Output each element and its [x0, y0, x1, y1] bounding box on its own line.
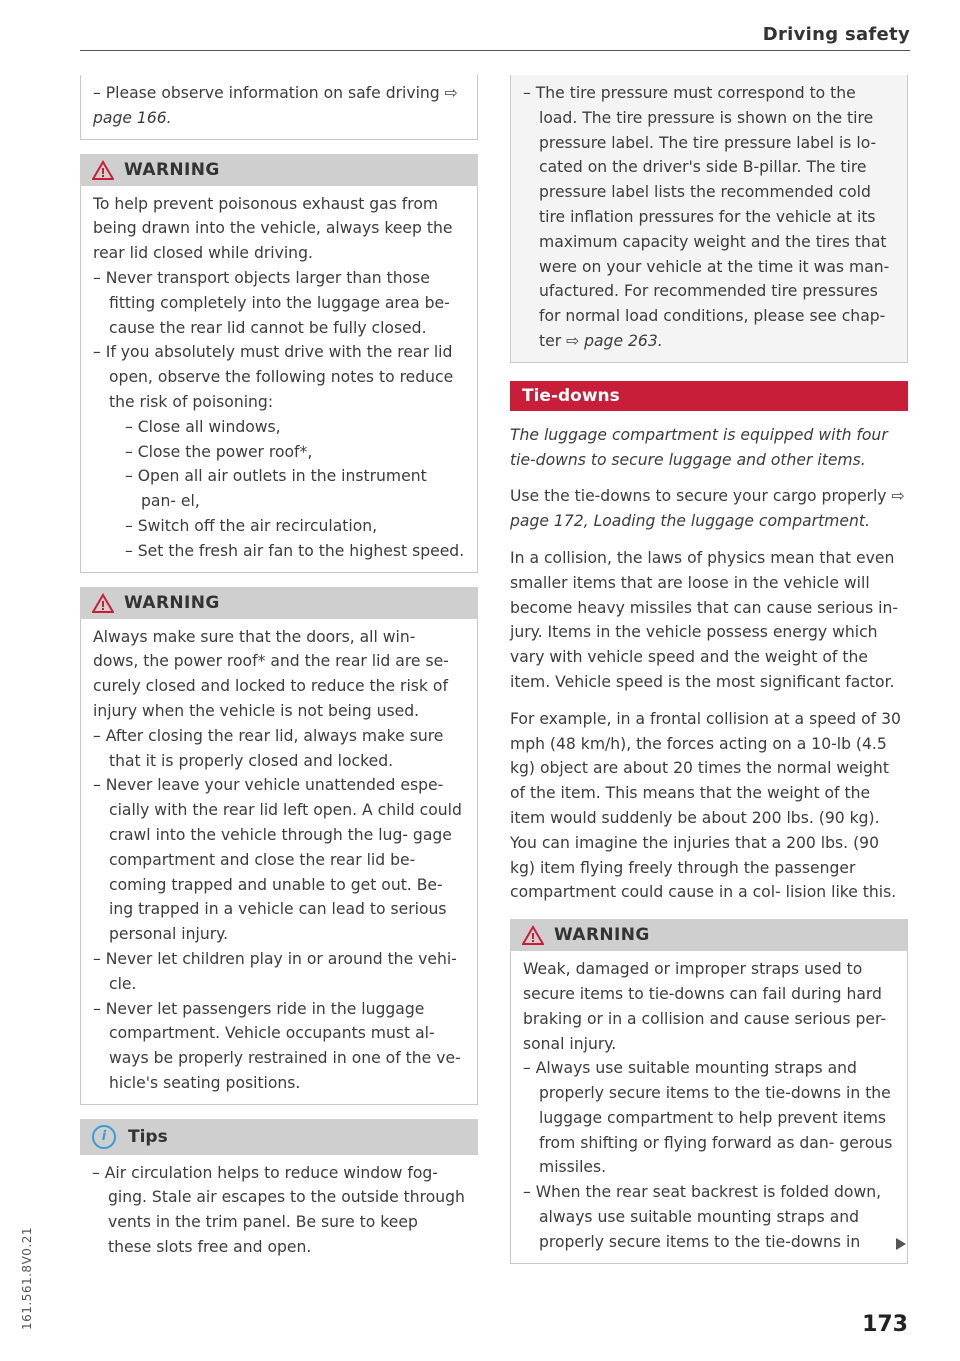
- list-item: – Always use suitable mounting straps and properly secure items to the tie-downs in the luggage compartment to help prevent items from shifting or flying forward as dan- gerous missiles.: [523, 1056, 895, 1180]
- warning-triangle-icon: [92, 160, 114, 180]
- safe-driving-note-text: – Please observe information on safe driving: [93, 84, 445, 102]
- list-item: – Never leave your vehicle unattended espe- cially with the rear lid left open. A child could crawl into the vehicle through the lug- gage compartment and close the rear lid be- coming trapped and unable to get out. Be- ing trapped in a vehicle can lead to serious personal injury.: [93, 773, 465, 947]
- list-item: – Open all air outlets in the instrument pan- el,: [109, 464, 465, 514]
- right-column: [510, 75, 908, 1264]
- warning-heading-2: WARNING: [80, 587, 478, 619]
- list-item: – When the rear seat backrest is folded down, always use suitable mounting straps and properly secure items to the tie-downs in: [523, 1180, 895, 1254]
- info-icon: i: [92, 1125, 116, 1149]
- tie-downs-paragraph: Use the tie-downs to secure your cargo properly: [510, 487, 892, 506]
- list-item: – Never let children play in or around the vehi- cle.: [93, 947, 465, 997]
- tips-box: [80, 1155, 478, 1268]
- tire-pressure-note-text: – The tire pressure must correspond to the load. The tire pressure is shown on the tire pressure label. The tire pressure label is lo- cated on the driver's side B-pillar. The tire pressure label lists the recommended cold tire inflation pressures for the vehicle at its maximum capacity weight and the tires that were on your vehicle at the time it was man- ufactured. For recommended tire pressures for normal load conditions, please see chap- ter: [523, 84, 890, 350]
- section-title-tie-downs: Tie-downs: [510, 381, 908, 411]
- page-263-link[interactable]: ⇨ page 263.: [566, 331, 663, 350]
- safe-driving-note: [80, 75, 478, 140]
- warning-box-1: [80, 186, 478, 573]
- document-code: 161.561.8V0.21: [20, 1227, 34, 1330]
- list-item: – Close all windows,: [109, 415, 465, 440]
- example-paragraph: For example, in a frontal collision at a speed of 30 mph (48 km/h), the forces acting on a 10-lb (4.5 kg) object are about 20 times the normal weight of the item. This means that the weight of the item would suddenly be about 200 lbs. (90 kg). You can imagine the injuries that a 200 lbs. (90 kg) item flying freely through the passenger compartment could cause in a col- lision like this.: [510, 709, 901, 902]
- list-item: – If you absolutely must drive with the rear lid open, observe the following notes to reduce the risk of poisoning: – Close all windows, – Close the power roof*, – Open all air outlets in the instrument pan- el, – Switch off the air recirculation, – Set the fresh air fan to the highest speed.: [93, 340, 465, 563]
- tips-heading: i Tips: [80, 1119, 478, 1155]
- page-number: 173: [862, 1312, 908, 1337]
- warning-2-intro: Always make sure that the doors, all win- dows, the power roof* and the rear lid are se- curely closed and locked to reduce the risk of injury when the vehicle is not being used.: [93, 627, 449, 720]
- list-item: – Air circulation helps to reduce window fog- ging. Stale air escapes to the outside through vents in the trim panel. Be sure to keep these slots free and open.: [92, 1161, 466, 1260]
- warning-3-intro: Weak, damaged or improper straps used to secure items to tie-downs can fail during hard braking or in a collision and cause serious per- sonal injury.: [523, 960, 886, 1053]
- page-166-link[interactable]: ⇨ page 166.: [93, 84, 458, 127]
- page-header-title: Driving safety: [762, 24, 910, 45]
- list-item: – Close the power roof*,: [109, 440, 465, 465]
- header-rule: [80, 50, 910, 51]
- list-item: – Set the fresh air fan to the highest speed.: [109, 539, 465, 564]
- warning-1-intro: To help prevent poisonous exhaust gas from being drawn into the vehicle, always keep the rear lid closed while driving.: [93, 194, 453, 263]
- warning-triangle-icon: [92, 593, 114, 613]
- left-column: [80, 75, 478, 1268]
- warning-box-2: [80, 619, 478, 1105]
- section-lead: The luggage compartment is equipped with four tie-downs to secure luggage and other items.: [510, 425, 888, 469]
- warning-heading-1: WARNING: [80, 154, 478, 186]
- list-item: – Switch off the air recirculation,: [109, 514, 465, 539]
- warning-triangle-icon: [522, 925, 544, 945]
- list-item: – Never transport objects larger than those fitting completely into the luggage area be- cause the rear lid cannot be fully closed.: [93, 266, 465, 340]
- warning-heading-3: WARNING: [510, 919, 908, 951]
- tire-pressure-note: [510, 75, 908, 363]
- page-172-link[interactable]: ⇨ page 172, Loading the luggage compartment.: [510, 487, 905, 531]
- warning-box-3: [510, 951, 908, 1264]
- list-item: – Never let passengers ride in the luggage compartment. Vehicle occupants must al- ways be properly restrained in one of the ve- hicle's seating positions.: [93, 997, 465, 1096]
- collision-paragraph: In a collision, the laws of physics mean that even smaller items that are loose in the vehicle will become heavy missiles that can cause serious in- jury. Items in the vehicle possess energy which vary with vehicle speed and the weight of the item. Vehicle speed is the most significant factor.: [510, 548, 898, 691]
- continue-arrow-icon: [896, 1238, 906, 1250]
- list-item: – After closing the rear lid, always make sure that it is properly closed and locked.: [93, 724, 465, 774]
